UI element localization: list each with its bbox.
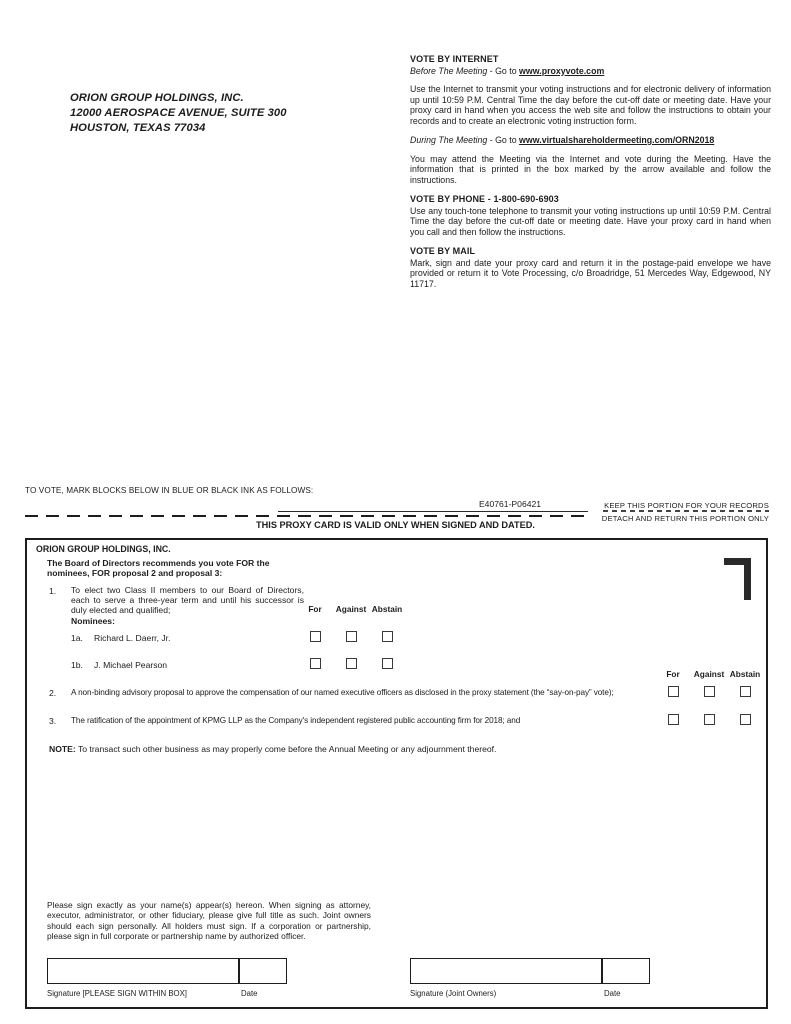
during-meeting-line <box>410 135 771 146</box>
checkbox-2-for[interactable] <box>668 686 679 697</box>
keep-portion-dash-rule <box>603 510 769 512</box>
phone-body: Use any touch-tone telephone to transmit your voting instructions up until 10:59 P.M. Central Time the day before the cut-off date or meeting date. Have your proxy card in hand when you call and then follow the instructions. <box>410 205 771 237</box>
nominee-1a-name: Richard L. Daerr, Jr. <box>94 633 171 643</box>
nominee-1b-id: 1b. <box>71 660 83 670</box>
control-number-rule <box>278 511 588 512</box>
checkbox-2-against[interactable] <box>704 686 715 697</box>
note-text: To transact such other business as may properly come before the Annual Meeting or any adjournment thereof. <box>77 744 497 754</box>
during-meeting-label: During The Meeting <box>410 135 488 145</box>
vote-by-internet-heading: VOTE BY INTERNET <box>410 54 499 64</box>
ballot-card <box>25 538 768 1009</box>
checkbox-1b-against[interactable] <box>346 658 357 669</box>
checkbox-2-abstain[interactable] <box>740 686 751 697</box>
date-joint-input[interactable] <box>602 958 650 984</box>
vote-checkbox-row-3 <box>655 714 763 725</box>
vote-columns-header-1 <box>297 604 405 614</box>
sign-instructions: Please sign exactly as your name(s) appear(s) hereon. When signing as attorney, executor, administrator, or other fiduciary, please give full title as such. Joint owners should each sign personally. All holders must sign. If a corporation or partnership, please sign in full corporate or partnership name by authorized officer. <box>47 900 371 941</box>
before-meeting-label: Before The Meeting <box>410 65 488 76</box>
vote-checkbox-row-1b <box>297 658 405 669</box>
company-name: ORION GROUP HOLDINGS, INC. <box>70 92 244 104</box>
signature-joint-input[interactable] <box>410 958 602 984</box>
vote-instructions-column <box>410 54 771 298</box>
column-for-label: For <box>308 604 322 614</box>
detach-dashed-line <box>25 515 588 517</box>
vote-by-mail-heading: VOTE BY MAIL <box>410 246 476 256</box>
company-address-block <box>70 91 287 136</box>
proposal-2-number: 2. <box>49 688 57 698</box>
column-against-label-2: Against <box>693 669 725 679</box>
date-primary-input[interactable] <box>239 958 287 984</box>
company-address-line1: 12000 AEROSPACE AVENUE, SUITE 300 <box>70 107 287 119</box>
proposal-2-text: A non-binding advisory proposal to approve the compensation of our named executive officers as disclosed in the proxy statement (the “say-on-pay” vote); <box>71 688 614 697</box>
column-for-label-2: For <box>666 669 680 679</box>
vote-checkbox-row-2 <box>655 686 763 697</box>
detach-portion-note: DETACH AND RETURN THIS PORTION ONLY <box>601 514 769 523</box>
checkbox-1a-abstain[interactable] <box>382 631 393 642</box>
checkbox-1a-for[interactable] <box>310 631 321 642</box>
proposal-3-number: 3. <box>49 716 57 726</box>
column-against-label: Against <box>335 604 367 614</box>
valid-when-signed-note: THIS PROXY CARD IS VALID ONLY WHEN SIGNED AND DATED. <box>256 520 535 530</box>
go-to-text-1: - Go to <box>487 65 520 76</box>
mark-blocks-instruction: TO VOTE, MARK BLOCKS BELOW IN BLUE OR BLACK INK AS FOLLOWS: <box>25 486 314 495</box>
before-meeting-line <box>410 66 771 77</box>
go-to-text-2: - Go to <box>487 135 520 145</box>
vote-by-phone-heading: VOTE BY PHONE - 1-800-690-6903 <box>410 194 559 204</box>
signature-joint-label: Signature (Joint Owners) <box>410 989 497 998</box>
checkbox-3-abstain[interactable] <box>740 714 751 725</box>
nominees-label: Nominees: <box>71 616 115 626</box>
checkbox-3-for[interactable] <box>668 714 679 725</box>
keep-portion-note: KEEP THIS PORTION FOR YOUR RECORDS <box>604 501 769 510</box>
mail-body: Mark, sign and date your proxy card and return it in the postage-paid envelope we have provided or return it to Vote Processing, c/o Broadridge, 51 Mercedes Way, Edgewood, NY 11717. <box>410 257 771 289</box>
column-abstain-label: Abstain <box>371 604 403 614</box>
vote-checkbox-row-1a <box>297 631 405 642</box>
internet-before-body: Use the Internet to transmit your voting instructions and for electronic delivery of information up until 10:59 P.M. Central Time the day before the cut-off date or meeting date. Have your proxy card in hand when you access the web site and follow the instructions to obtain your records and to create an electronic voting instruction form. <box>410 84 771 126</box>
proposal-1-number: 1. <box>49 586 57 596</box>
checkbox-3-against[interactable] <box>704 714 715 725</box>
checkbox-1a-against[interactable] <box>346 631 357 642</box>
corner-bracket-mark <box>724 558 751 600</box>
proposal-3-text: The ratification of the appointment of KPMG LLP as the Company's independent registered public accounting firm for 2018; and <box>71 716 521 725</box>
date-joint-label: Date <box>604 989 621 998</box>
control-number: E40761-P06421 <box>478 499 542 509</box>
vote-columns-header-2 <box>655 669 763 679</box>
signature-primary-label: Signature [PLEASE SIGN WITHIN BOX] <box>47 989 187 998</box>
note-label: NOTE: <box>49 744 76 754</box>
board-recommendation: The Board of Directors recommends you vote FOR the nominees, FOR proposal 2 and proposal 3: <box>47 558 270 578</box>
proposal-1-text: To elect two Class II members to our Board of Directors, each to serve a three-year term and until his successor is duly elected and qualified; <box>71 585 304 615</box>
proxyvote-link[interactable]: www.proxyvote.com <box>519 65 605 76</box>
virtualshareholdermeeting-link[interactable]: www.virtualshareholdermeeting.com/ORN2018 <box>519 135 715 145</box>
nominee-1a-id: 1a. <box>71 633 83 643</box>
ballot-company-name: ORION GROUP HOLDINGS, INC. <box>36 544 171 554</box>
signature-primary-input[interactable] <box>47 958 239 984</box>
note-line <box>49 744 659 754</box>
checkbox-1b-for[interactable] <box>310 658 321 669</box>
internet-during-body: You may attend the Meeting via the Internet and vote during the Meeting. Have the information that is printed in the box marked by the arrow available and follow the instructions. <box>410 153 771 185</box>
checkbox-1b-abstain[interactable] <box>382 658 393 669</box>
column-abstain-label-2: Abstain <box>729 669 761 679</box>
company-address-line2: HOUSTON, TEXAS 77034 <box>70 122 206 134</box>
nominee-1b-name: J. Michael Pearson <box>94 660 168 670</box>
date-primary-label: Date <box>241 989 258 998</box>
